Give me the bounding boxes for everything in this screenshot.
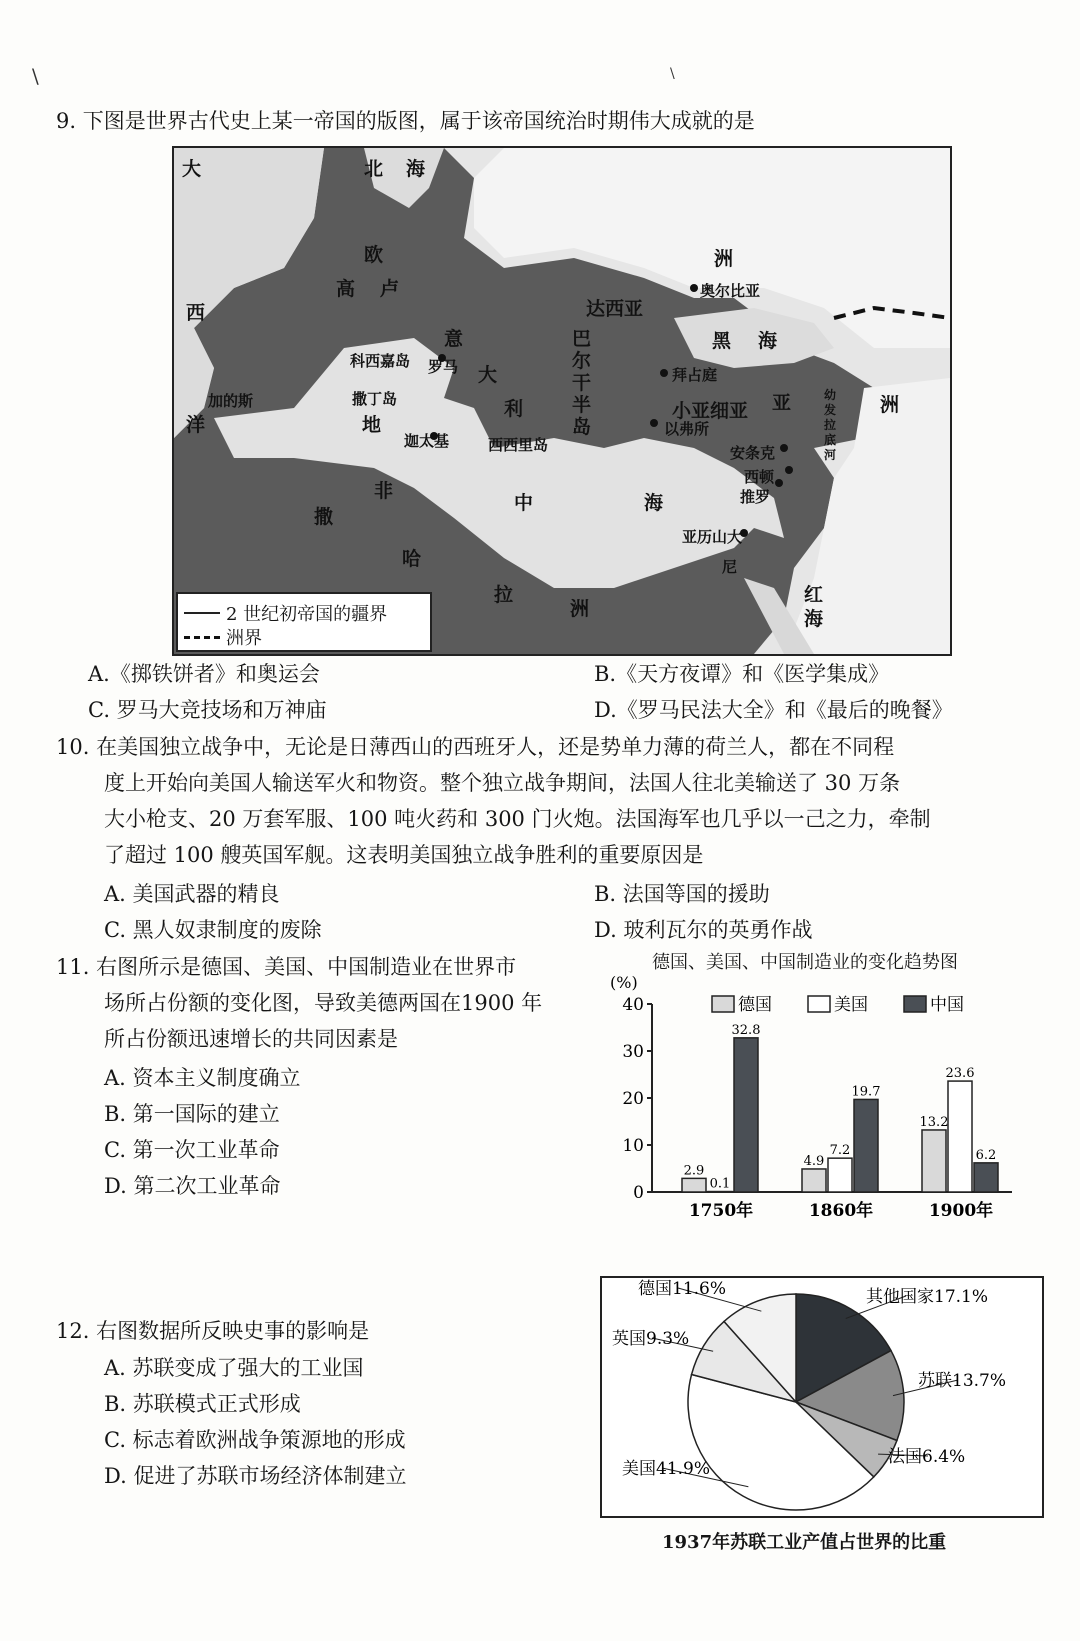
map-label-xixilidao: 西西里岛 xyxy=(488,436,549,454)
q10-line-4: 了超过 100 艘英国军舰。这表明美国独立战争胜利的重要原因是 xyxy=(104,843,704,867)
bar-value-label: 0.1 xyxy=(709,1176,731,1192)
map-label-la: 拉 xyxy=(494,584,514,606)
legend-label-中国: 中国 xyxy=(930,995,964,1015)
map-label-ya: 亚 xyxy=(772,392,792,414)
q9-option-d[interactable]: D.《罗马民法大全》和《最后的晚餐》 xyxy=(594,698,953,722)
map-label-sa: 撒 xyxy=(314,506,334,528)
map-legend xyxy=(176,592,432,652)
map-label-ha: 哈 xyxy=(402,548,422,570)
map-label-hai-black: 海 xyxy=(758,330,778,352)
map-label-fei: 非 xyxy=(374,480,394,502)
map-label-hai-north: 海 xyxy=(406,158,426,180)
map-label-jiataji: 迦太基 xyxy=(404,432,450,450)
bar-chart xyxy=(600,948,1030,1228)
bar-value-label: 23.6 xyxy=(945,1066,975,1082)
q10-option-a[interactable]: A. 美国武器的精良 xyxy=(104,882,280,906)
pie-label-德国: 德国11.6% xyxy=(638,1279,727,1299)
map-label-ba: 巴 xyxy=(572,328,592,350)
q10-line-2: 度上开始向美国人输送军火和物资。整个独立战争期间，法国人往北美输送了 30 万条 xyxy=(104,771,901,795)
map-label-er: 尔 xyxy=(572,350,592,372)
map-label-gao: 高 xyxy=(336,278,356,300)
q11-line-2: 场所占份额的变化图，导致美德两国在1900 年 xyxy=(104,991,543,1015)
pie-label-其他国家: 其他国家17.1% xyxy=(866,1287,989,1307)
map-label-zhou-east: 洲 xyxy=(714,248,734,270)
q11-option-a[interactable]: A. 资本主义制度确立 xyxy=(104,1066,301,1090)
map-label-di: 地 xyxy=(362,414,382,436)
q12-stem: 12. 右图数据所反映史事的影响是 xyxy=(56,1319,370,1343)
bar-chart-svg xyxy=(600,948,1030,1228)
map-label-li: 利 xyxy=(504,398,524,420)
q12-option-b[interactable]: B. 苏联模式正式形成 xyxy=(104,1392,301,1416)
legend-swatch-德国 xyxy=(712,996,734,1012)
legend-swatch-美国 xyxy=(808,996,830,1012)
map-label-ban: 半 xyxy=(572,394,592,416)
map-label-ni: 尼 xyxy=(722,558,738,576)
pie-chart-caption: 1937年苏联工业产值占世界的比重 xyxy=(662,1532,947,1553)
y-tick-label: 40 xyxy=(622,995,644,1015)
bar-美国-1900年 xyxy=(948,1081,972,1192)
bar-value-label: 19.7 xyxy=(851,1084,881,1100)
map-label-xidun: 西顿 xyxy=(744,468,775,486)
map-label-xi: 西 xyxy=(186,302,206,324)
legend-continent-label: 洲界 xyxy=(226,628,262,649)
bar-value-label: 7.2 xyxy=(829,1143,851,1159)
map-label-sadingdao: 撒丁岛 xyxy=(352,390,398,408)
pie-chart-frame xyxy=(600,1276,1044,1518)
map-label-zhong: 中 xyxy=(514,492,534,514)
q9-stem: 9. 下图是世界古代史上某一帝国的版图，属于该帝国统治时期伟大成就的是 xyxy=(56,109,755,133)
map-label-da: 大 xyxy=(182,158,202,180)
map-label-dao: 岛 xyxy=(572,416,592,438)
y-tick-label: 20 xyxy=(622,1089,644,1109)
map-label-gan: 干 xyxy=(572,372,592,394)
legend-continent-swatch xyxy=(184,636,220,639)
legend-boundary-label: 2 世纪初帝国的疆界 xyxy=(226,604,388,625)
bar-value-label: 32.8 xyxy=(731,1022,761,1038)
pie-label-英国: 英国9.3% xyxy=(612,1329,690,1349)
map-label-hong: 红 xyxy=(804,584,824,606)
q11-option-b[interactable]: B. 第一国际的建立 xyxy=(104,1102,280,1126)
map-label-yifeisuo: 以弗所 xyxy=(664,420,710,438)
q11-option-c[interactable]: C. 第一次工业革命 xyxy=(104,1138,280,1162)
map-label-zhou-west: 洲 xyxy=(880,394,900,416)
map-label-baiguting: 拜占庭 xyxy=(672,366,718,384)
bar-德国-1860年 xyxy=(802,1169,826,1192)
bar-value-label: 4.9 xyxy=(803,1153,825,1169)
bar-中国-1900年 xyxy=(974,1163,998,1192)
bar-德国-1900年 xyxy=(922,1130,946,1192)
map-label-yang: 洋 xyxy=(186,414,206,436)
map-label-jiadisi: 加的斯 xyxy=(208,392,254,410)
map-label-xiaoya: 小亚细亚 xyxy=(672,400,749,422)
q10-option-d[interactable]: D. 玻利瓦尔的英勇作战 xyxy=(594,918,813,942)
map-label-daxiya: 达西亚 xyxy=(586,298,644,320)
legend-label-美国: 美国 xyxy=(834,995,868,1015)
pie-chart-svg xyxy=(602,1278,1042,1516)
map-label-hai-red: 海 xyxy=(804,608,824,630)
map-label-hei: 黑 xyxy=(712,330,732,352)
map-label-hai-med: 海 xyxy=(644,492,664,514)
q11-option-d[interactable]: D. 第二次工业革命 xyxy=(104,1174,281,1198)
bar-德国-1750年 xyxy=(682,1178,706,1192)
pie-label-法国: 法国6.4% xyxy=(888,1447,966,1467)
legend-swatch-中国 xyxy=(904,996,926,1012)
roman-empire-map xyxy=(172,146,952,656)
x-tick-label: 1900年 xyxy=(928,1201,994,1221)
q10-line-1: 10. 在美国独立战争中，无论是日薄西山的西班牙人，还是势单力薄的荷兰人，都在不同程 xyxy=(56,735,895,759)
q11-line-3: 所占份额迅速增长的共同因素是 xyxy=(104,1027,398,1051)
map-label-tuiluo: 推罗 xyxy=(740,488,771,506)
scan-mark-left: \ xyxy=(32,64,39,88)
x-tick-label: 1860年 xyxy=(808,1201,874,1221)
bar-value-label: 13.2 xyxy=(919,1114,949,1130)
q10-option-b[interactable]: B. 法国等国的援助 xyxy=(594,882,770,906)
legend-boundary-swatch xyxy=(184,612,220,614)
pie-label-苏联: 苏联13.7% xyxy=(918,1371,1007,1391)
y-tick-label: 10 xyxy=(622,1136,644,1156)
bar-中国-1750年 xyxy=(734,1038,758,1192)
q12-option-a[interactable]: A. 苏联变成了强大的工业国 xyxy=(104,1356,364,1380)
y-tick-label: 30 xyxy=(622,1042,644,1062)
bar-value-label: 2.9 xyxy=(683,1163,705,1179)
map-label-youfa: 幼发拉底河 xyxy=(824,388,837,462)
map-label-kexijiadao: 科西嘉岛 xyxy=(350,352,411,370)
q11-line-1: 11. 右图所示是德国、美国、中国制造业在世界市 xyxy=(56,955,517,979)
map-label-lu: 卢 xyxy=(380,278,400,300)
y-axis-label: (%) xyxy=(610,973,638,992)
q12-option-d[interactable]: D. 促进了苏联市场经济体制建立 xyxy=(104,1464,407,1488)
q10-option-c[interactable]: C. 黑人奴隶制度的废除 xyxy=(104,918,322,942)
q9-option-a[interactable]: A.《掷铁饼者》和奥运会 xyxy=(88,662,320,686)
bar-chart-title: 德国、美国、中国制造业的变化趋势图 xyxy=(652,952,958,973)
bar-value-label: 6.2 xyxy=(975,1147,997,1163)
q9-option-c[interactable]: C. 罗马大竞技场和万神庙 xyxy=(88,698,327,722)
map-label-yalishanda: 亚历山大 xyxy=(682,528,743,546)
scan-mark-right: \ xyxy=(670,66,675,82)
bar-中国-1860年 xyxy=(854,1099,878,1192)
map-label-luoma: 罗马 xyxy=(428,358,459,376)
q9-option-b[interactable]: B.《天方夜谭》和《医学集成》 xyxy=(594,662,890,686)
map-label-ou: 欧 xyxy=(364,244,384,266)
q10-line-3: 大小枪支、20 万套军服、100 吨火药和 300 门火炮。法国海军也几乎以一己之力，牵制 xyxy=(104,807,931,831)
map-label-aoerbiya: 奥尔比亚 xyxy=(700,282,761,300)
map-label-zhou-south: 洲 xyxy=(570,598,590,620)
legend-label-德国: 德国 xyxy=(738,995,772,1015)
map-label-ankeke: 安条克 xyxy=(730,444,776,462)
x-tick-label: 1750年 xyxy=(688,1201,754,1221)
map-label-da2: 大 xyxy=(478,364,498,386)
map-label-yi: 意 xyxy=(444,328,464,350)
q12-option-c[interactable]: C. 标志着欧洲战争策源地的形成 xyxy=(104,1428,406,1452)
map-label-bei: 北 xyxy=(364,158,384,180)
y-tick-label: 0 xyxy=(633,1183,644,1203)
pie-label-美国: 美国41.9% xyxy=(622,1459,711,1479)
bar-美国-1860年 xyxy=(828,1158,852,1192)
